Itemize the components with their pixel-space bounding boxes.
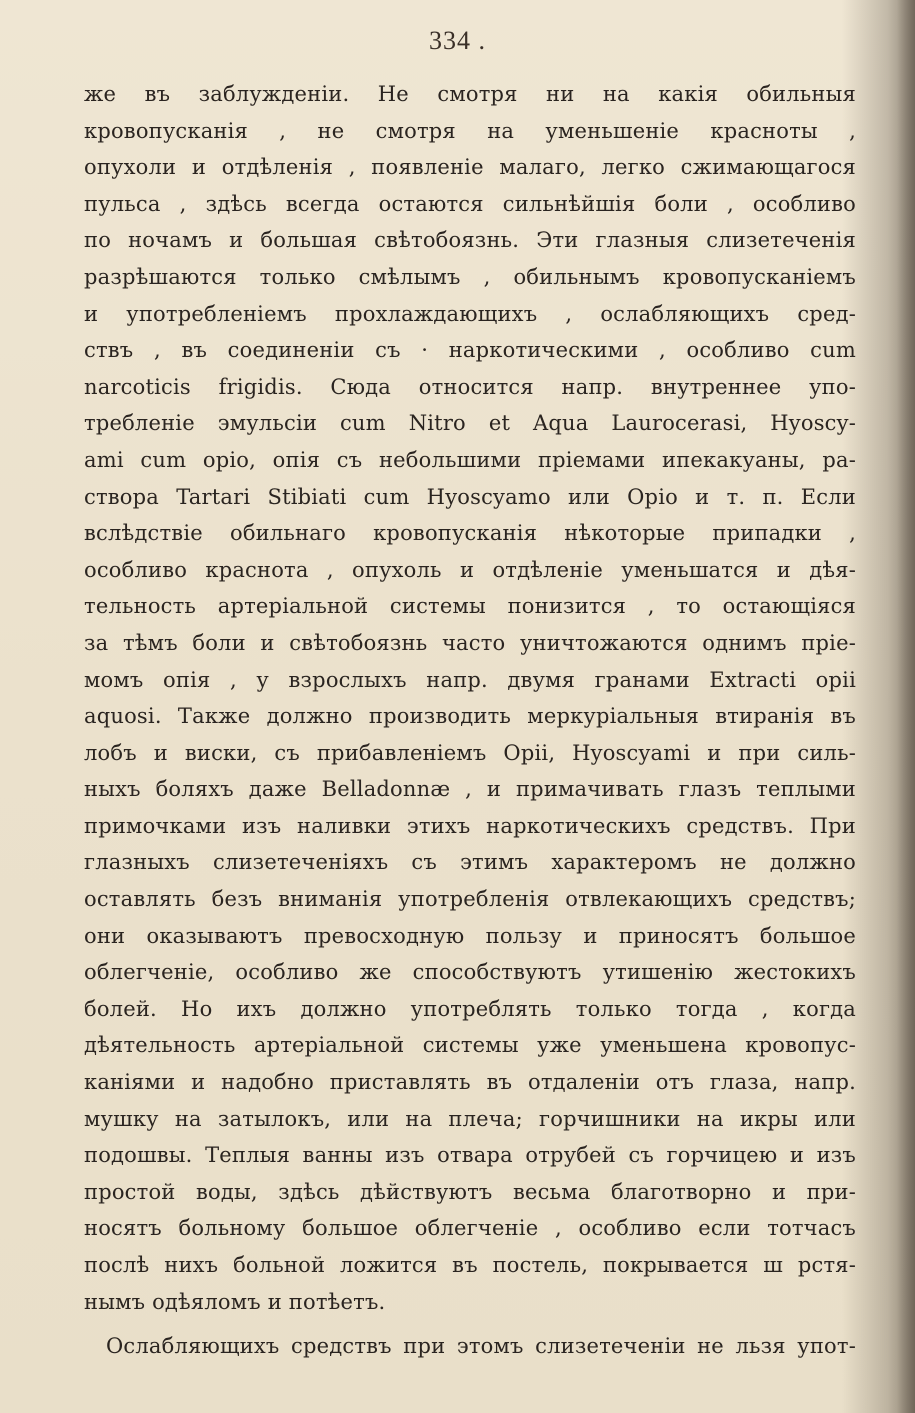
text-line: вслѣдствіе обильнаго кровопусканія нѣкоторые припадки , — [84, 521, 856, 546]
text-line: требленіе эмульсіи cum Nitro et Aqua Laurocerasi, Hyoscy- — [84, 411, 856, 436]
text-line: нымъ одѣяломъ и потѣетъ. — [84, 1289, 386, 1314]
text-line: же въ заблужденіи. Не смотря ни на какія обильныя — [84, 82, 856, 106]
text-line: момъ опія , у взрослыхъ напр. двумя гранами Extracti opii — [84, 667, 856, 692]
page-edge-shadow — [897, 0, 915, 1413]
text-line: за тѣмъ боли и свѣтобоязнь часто уничтожаются однимъ пріе- — [84, 630, 856, 655]
text-line: кровопусканія , не смотря на уменьшеніе красноты , — [84, 118, 856, 143]
text-line: облегченіе, особливо же способствуютъ утишенію жестокихъ — [84, 960, 856, 985]
text-line: пульса , здѣсь всегда остаются сильнѣйшія боли , особливо — [84, 191, 856, 216]
text-line: мушку на затылокъ, или на плеча; горчишники на икры или — [84, 1106, 856, 1131]
text-line: и употребленіемъ прохлаждающихъ , ослабляющихъ сред- — [84, 301, 856, 326]
text-line: опухоли и отдѣленія , появленіе малаго, легко сжимающагося — [84, 155, 856, 180]
text-line: дѣятельность артеріальной системы уже уменьшена кровопус- — [84, 1033, 856, 1058]
text-line: ami cum opio, опія съ небольшими пріемами ипекакуаны, ра- — [84, 447, 856, 472]
paragraph-2 — [84, 1328, 856, 1365]
text-line: глазныхъ слизетеченіяхъ съ этимъ характеромъ не должно — [84, 850, 856, 875]
text-line: narcoticis frigidis. Сюда относится напр. внутреннее упо- — [84, 374, 856, 399]
text-line: створа Tartari Stibiati cum Hyoscyamo или Opio и т. п. Если — [84, 484, 856, 509]
text-line: aquosi. Также должно производить меркуріальныя втиранія въ — [84, 704, 856, 729]
text-line: оставлять безъ вниманія употребленія отвлекающихъ средствъ; — [84, 887, 856, 912]
page-number: 334 . — [429, 26, 486, 55]
body-text — [84, 76, 856, 1365]
text-line: каніями и надобно приставлять въ отдаленіи отъ глаза, напр. — [84, 1070, 856, 1095]
text-line: лобъ и виски, съ прибавленіемъ Opii, Hyoscyami и при силь- — [84, 740, 856, 765]
text-line: болей. Но ихъ должно употреблять только тогда , когда — [84, 996, 856, 1021]
paragraph-gap — [84, 1320, 856, 1328]
text-line: разрѣшаются только смѣлымъ , обильнымъ кровопусканіемъ — [84, 264, 856, 289]
text-line: по ночамъ и большая свѣтобоязнь. Эти глазныя слизетеченія — [84, 228, 856, 253]
paragraph-1 — [84, 76, 856, 1320]
text-line: ныхъ боляхъ даже Belladonnæ , и примачивать глазъ теплыми — [84, 777, 856, 802]
text-line: подошвы. Теплыя ванны изъ отвара отрубей съ горчицею и изъ — [84, 1143, 856, 1168]
text-line: ствъ , въ соединеніи съ · наркотическими , особливо cum — [84, 338, 856, 363]
text-line: особливо краснота , опухоль и отдѣленіе уменьшатся и дѣя- — [84, 557, 856, 582]
text-line: примочками изъ наливки этихъ наркотическихъ средствъ. При — [84, 813, 856, 838]
text-line: послѣ нихъ больной ложится въ постель, покрывается ш рстя- — [84, 1253, 856, 1277]
text-line: тельность артеріальной системы понизится , то остающіяся — [84, 594, 856, 619]
text-line: носятъ больному большое облегченіе , особливо если тотчасъ — [84, 1216, 856, 1241]
text-line: простой воды, здѣсь дѣйствуютъ весьма благотворно и при- — [84, 1179, 856, 1204]
text-line: Ослабляющихъ средствъ при этомъ слизетеченіи не льзя упот- — [106, 1334, 856, 1359]
text-line: они оказываютъ превосходную пользу и приносятъ большое — [84, 923, 856, 948]
